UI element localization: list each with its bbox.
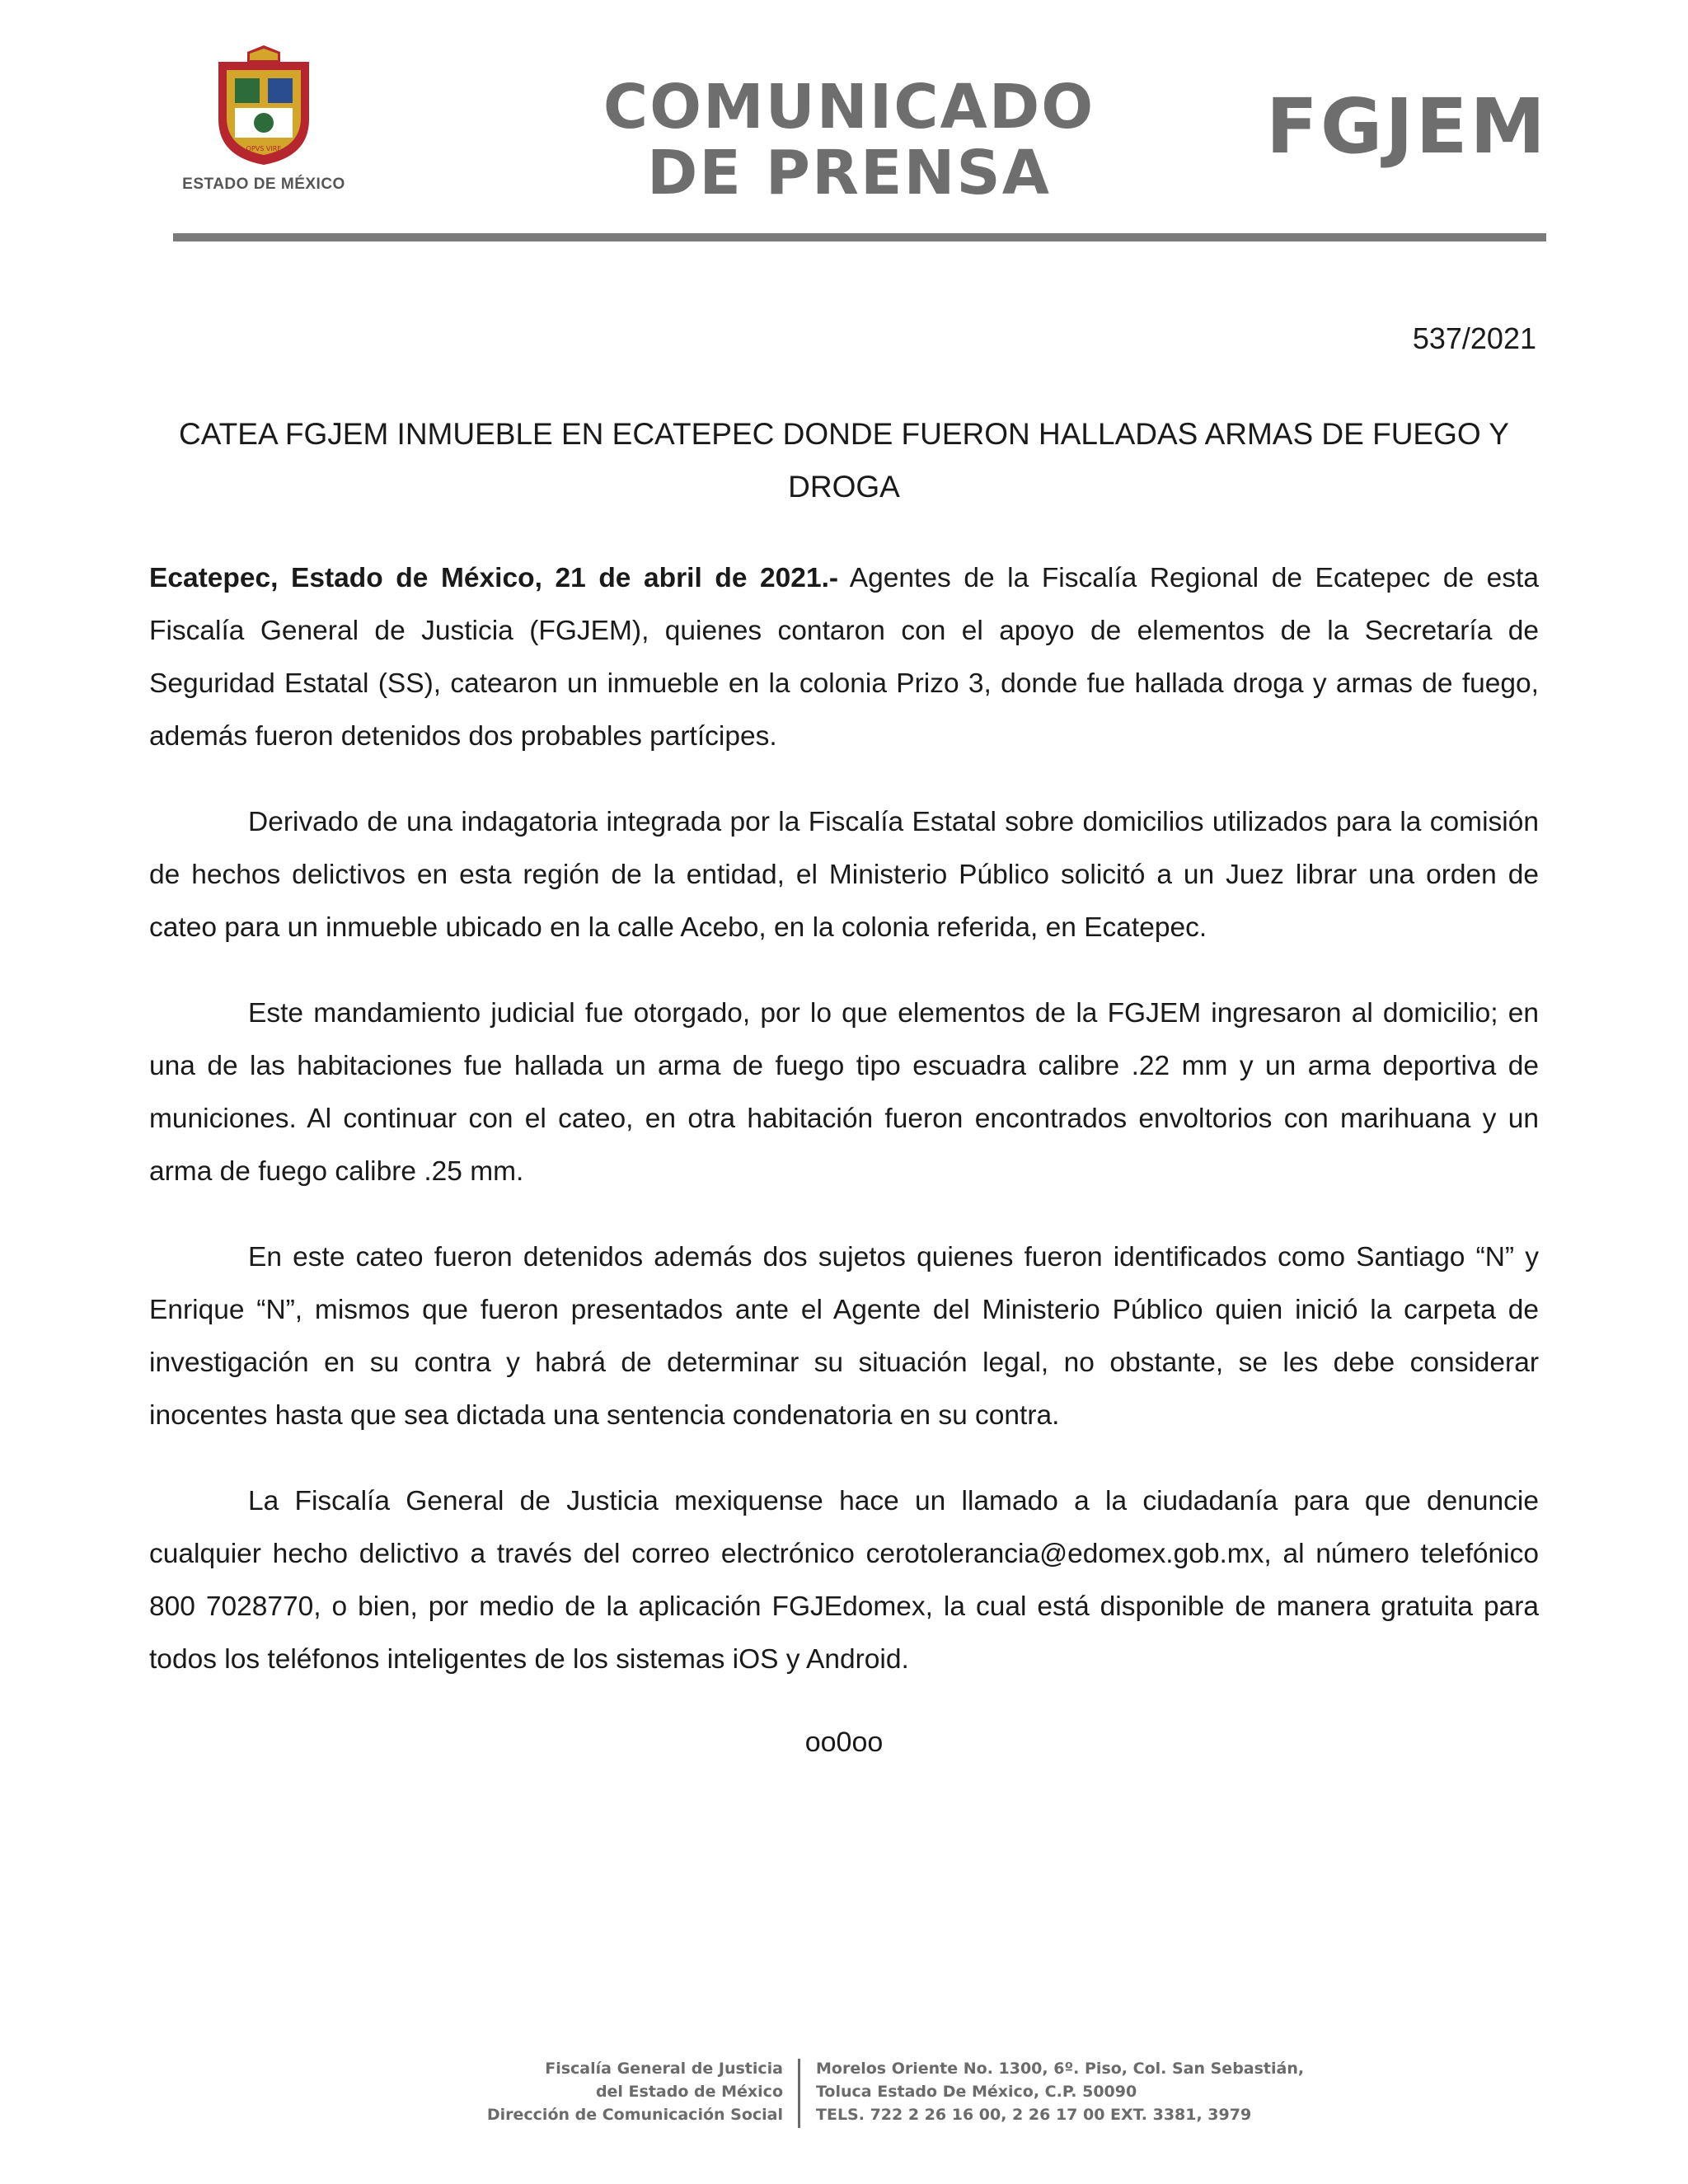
footer-office-line: del Estado de México xyxy=(595,2083,783,2101)
footer-divider xyxy=(798,2059,800,2128)
article-body xyxy=(149,552,1539,1719)
footer xyxy=(371,2057,1442,2156)
paragraph: En este cateo fueron detenidos además dos sujetos quienes fueron identificados como Santiago “N” y Enrique “N”, mismos que fueron presentados ante el Agente del Ministerio Público quien inició la carpeta de investigación en su contra y habrá de determinar su situación legal, no obstante, se les debe considerar inocentes hasta que sea dictada una sentencia condenatoria en su contra. xyxy=(149,1242,1539,1431)
closing-mark: oo0oo xyxy=(804,1727,884,1758)
footer-office-line: Dirección de Comunicación Social xyxy=(486,2106,783,2124)
svg-text:OPVS VIRE: OPVS VIRE xyxy=(246,145,282,152)
press-release-title xyxy=(593,72,1104,209)
footer-address-line: Toluca Estado De México, C.P. 50090 xyxy=(816,2083,1137,2101)
headline: CATEA FGJEM INMUEBLE EN ECATEPEC DONDE FUERON HALLADAS ARMAS DE FUEGO Y DROGA xyxy=(179,417,1509,504)
dateline: Ecatepec, Estado de México, 21 de abril de 2021.- xyxy=(149,563,839,593)
footer-office xyxy=(487,2057,783,2126)
paragraph: La Fiscalía General de Justicia mexiquense hace un llamado a la ciudadanía para que denuncie cualquier hecho delictivo a través del correo electrónico cerotolerancia@edomex.gob.mx, al número telefónico 800 7028770, o bien, por medio de la aplicación FGJEdomex, la cual está disponible de manera gratuita para todos los teléfonos inteligentes de los sistemas iOS y Android. xyxy=(149,1486,1539,1675)
paragraph: Este mandamiento judicial fue otorgado, por lo que elementos de la FGJEM ingresaron al domicilio; en una de las habitaciones fue hallada un arma de fuego tipo escuadra calibre .22 mm y un arma deportiva de municiones. Al continuar con el cateo, en otra habitación fueron encontrados envoltorios con marihuana y un arma de fuego calibre .25 mm. xyxy=(149,998,1539,1187)
footer-address-line: Morelos Oriente No. 1300, 6º. Piso, Col. San Sebastián, xyxy=(816,2060,1305,2078)
header-divider xyxy=(173,233,1546,241)
coat-of-arms-icon xyxy=(202,45,326,169)
footer-office-line: Fiscalía General de Justicia xyxy=(545,2060,783,2078)
release-number: 537/2021 xyxy=(1412,321,1536,355)
lead-text: Agentes de la Fiscalía Regional de Ecatepec de esta Fiscalía General de Justicia (FGJEM), quienes contaron con el apoyo de elementos de la Secretaría de Seguridad Estatal (SS), catearon un inmueble en la colonia Prizo 3, donde fue hallada droga y armas de fuego, además fueron detenidos dos probables partícipes. xyxy=(149,563,1539,752)
estado-de-mexico-logo xyxy=(165,45,363,194)
paragraph: Derivado de una indagatoria integrada por la Fiscalía Estatal sobre domicilios utilizados para la comisión de hechos delictivos en esta región de la entidad, el Ministerio Público solicitó a un Juez librar una orden de cateo para un inmueble ubicado en la calle Acebo, en la colonia referida, en Ecatepec. xyxy=(149,807,1539,943)
press-release-title-line1: COMUNICADO xyxy=(603,72,1095,143)
footer-address-line: TELS. 722 2 26 16 00, 2 26 17 00 EXT. 3381, 3979 xyxy=(816,2106,1252,2124)
press-release-title-line2: DE PRENSA xyxy=(646,138,1051,209)
logo-caption: ESTADO DE MÉXICO xyxy=(182,176,345,193)
footer-address xyxy=(816,2057,1304,2126)
lead-paragraph xyxy=(149,552,1539,763)
fgjem-brand: FGJEM xyxy=(1266,82,1548,171)
